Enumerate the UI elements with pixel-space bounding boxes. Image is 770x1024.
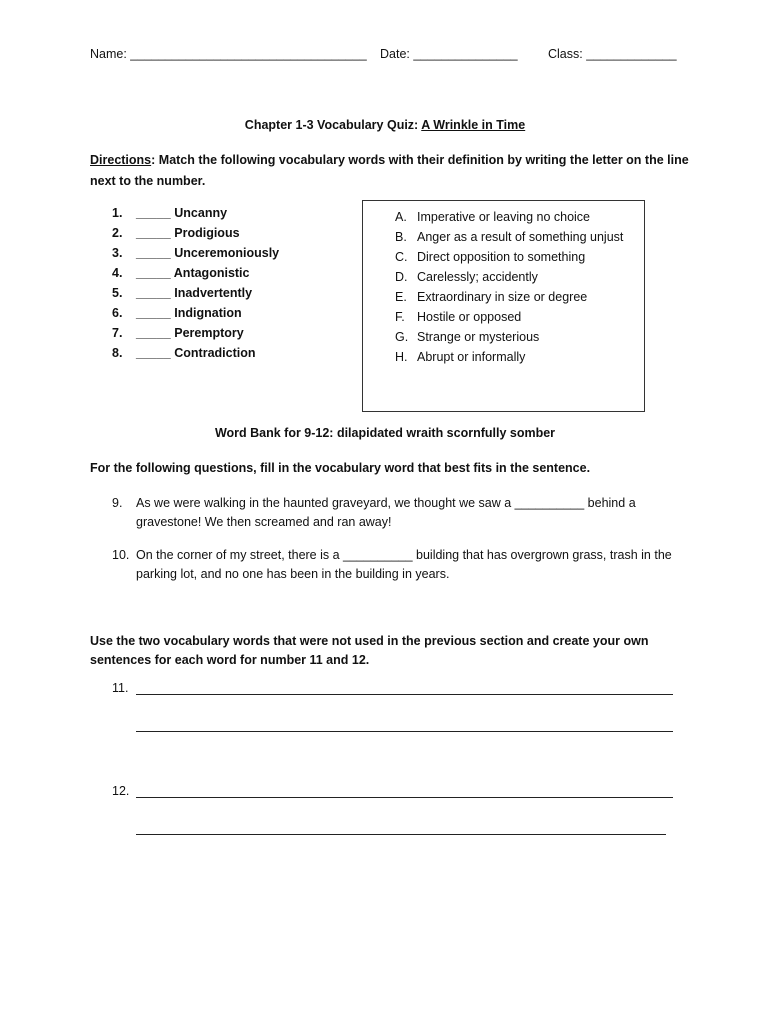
definition-text: Hostile or opposed	[417, 310, 522, 324]
answer-blank[interactable]: _____	[136, 346, 171, 360]
item-number: 1.	[112, 206, 123, 220]
definition-letter: E.	[395, 290, 407, 304]
title-book: A Wrinkle in Time	[421, 118, 526, 132]
answer-line[interactable]	[136, 694, 673, 695]
question-text: On the corner of my street, there is a __________ building that has overgrown grass, trash in the parking lot, and no one has been in the building in years.	[136, 548, 672, 581]
vocab-word: Antagonistic	[173, 266, 250, 280]
header-class: Class: _____________	[548, 47, 677, 61]
definition-letter: D.	[395, 270, 408, 284]
definition-letter: A.	[395, 210, 407, 224]
list-item	[112, 303, 279, 323]
vocab-word: Inadvertently	[174, 286, 253, 300]
question-9	[112, 494, 672, 532]
question-number: 10.	[112, 548, 130, 562]
header-name: Name: __________________________________	[90, 47, 367, 61]
answer-blank[interactable]: _____	[136, 326, 171, 340]
header-date: Date: _______________	[380, 47, 518, 61]
definition-letter: H.	[395, 350, 408, 364]
definitions-box	[362, 200, 645, 412]
answer-blank[interactable]: _____	[136, 226, 171, 240]
definition-item	[363, 227, 644, 247]
question-number: 9.	[112, 496, 123, 510]
item-number: 7.	[112, 326, 123, 340]
vocab-word: Peremptory	[174, 326, 244, 340]
definition-letter: G.	[395, 330, 409, 344]
vocab-word: Contradiction	[174, 346, 256, 360]
directions-label: Directions	[90, 153, 152, 167]
answer-line[interactable]	[136, 834, 666, 835]
definition-text: Direct opposition to something	[417, 250, 586, 264]
definition-letter: B.	[395, 230, 407, 244]
answer-blank[interactable]: _____	[136, 246, 171, 260]
item-number: 8.	[112, 346, 123, 360]
answer-line[interactable]	[136, 797, 673, 798]
definition-text: Carelessly; accidently	[417, 270, 538, 284]
definition-text: Anger as a result of something unjust	[417, 230, 624, 244]
word-bank: Word Bank for 9-12: dilapidated wraith scornfully somber	[214, 426, 556, 440]
item-number: 5.	[112, 286, 123, 300]
definition-item	[363, 327, 644, 347]
definition-item	[363, 247, 644, 267]
answer-blank[interactable]: _____	[136, 206, 171, 220]
item-number: 2.	[112, 226, 123, 240]
question-number: 12.	[112, 784, 130, 798]
definition-text: Extraordinary in size or degree	[417, 290, 588, 304]
question-text: As we were walking in the haunted graveyard, we thought we saw a __________ behind a gravestone! We then screamed and ran away!	[136, 496, 636, 529]
vocab-word: Indignation	[174, 306, 242, 320]
item-number: 4.	[112, 266, 123, 280]
list-item	[112, 243, 279, 263]
question-number: 11.	[112, 681, 129, 695]
list-item	[112, 343, 279, 363]
directions-text: : Match the following vocabulary words with their definition by writing the letter on the line next to the number.	[90, 153, 689, 188]
definition-text: Strange or mysterious	[417, 330, 540, 344]
definition-text: Imperative or leaving no choice	[417, 210, 591, 224]
definition-item	[363, 347, 644, 367]
answer-line[interactable]	[136, 731, 673, 732]
list-item	[112, 263, 279, 283]
question-10	[112, 546, 672, 584]
answer-blank[interactable]: _____	[136, 286, 171, 300]
definition-text: Abrupt or informally	[417, 350, 526, 364]
definition-item	[363, 207, 644, 227]
definition-letter: F.	[395, 310, 405, 324]
directions	[90, 150, 690, 192]
page-title	[0, 118, 770, 132]
definition-letter: C.	[395, 250, 408, 264]
list-item	[112, 323, 279, 343]
item-number: 6.	[112, 306, 123, 320]
own-sentence-instructions: Use the two vocabulary words that were not used in the previous section and create your own sentences for each word for number 11 and 12.	[90, 634, 649, 667]
vocab-word: Prodigious	[174, 226, 240, 240]
vocab-word: Uncanny	[174, 206, 228, 220]
list-item	[112, 203, 279, 223]
fill-in-instructions: For the following questions, fill in the vocabulary word that best fits in the sentence.	[90, 461, 591, 475]
definition-item	[363, 307, 644, 327]
definition-item	[363, 267, 644, 287]
list-item	[112, 283, 279, 303]
list-item	[112, 223, 279, 243]
definition-item	[363, 287, 644, 307]
answer-blank[interactable]: _____	[136, 266, 171, 280]
item-number: 3.	[112, 246, 123, 260]
vocab-word: Unceremoniously	[174, 246, 280, 260]
answer-blank[interactable]: _____	[136, 306, 171, 320]
title-prefix: Chapter 1-3 Vocabulary Quiz:	[244, 118, 422, 132]
match-word-list	[112, 203, 279, 363]
